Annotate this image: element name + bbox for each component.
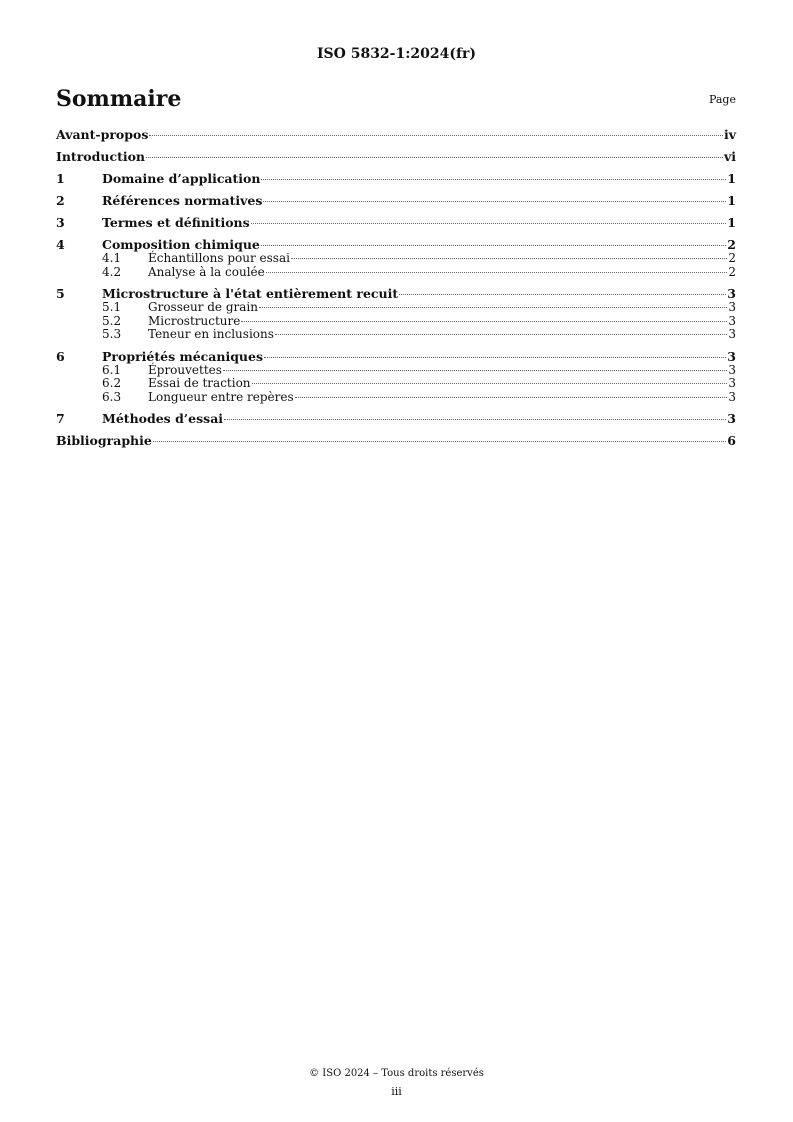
page-number: iii (391, 1085, 402, 1098)
toc-entry-label: Microstructure à l'état entièrement recuit (102, 286, 399, 301)
dot-leader (259, 306, 727, 308)
toc-entry-page: 6 (727, 433, 736, 448)
dot-leader (291, 257, 727, 259)
toc-subentry[interactable] (56, 391, 736, 405)
toc-entry-number: 7 (56, 411, 65, 426)
toc-entry-number: 6.1 (102, 362, 122, 377)
dot-leader (224, 418, 726, 420)
toc-title: Sommaire (56, 86, 182, 112)
toc-entry[interactable] (56, 172, 736, 186)
dot-leader (261, 178, 726, 180)
dot-leader (261, 244, 726, 246)
toc-entry-page: iv (723, 127, 736, 142)
toc-entry-page: 2 (728, 264, 736, 279)
toc-entry-page: 3 (728, 300, 736, 314)
toc-entry-number: 4.1 (102, 251, 122, 265)
toc-subentry[interactable] (56, 301, 736, 315)
toc-entry-number: 6.2 (102, 376, 122, 390)
dot-leader (266, 271, 728, 273)
toc-entry-number: 5 (56, 286, 65, 301)
toc-entry-label: Introduction (56, 149, 146, 164)
toc-entry-label: Bibliographie (56, 433, 152, 448)
toc-entry-label: Termes et définitions (102, 215, 250, 230)
toc-subentry[interactable] (56, 315, 736, 329)
toc-entry-page: 1 (727, 171, 736, 186)
toc-entry-label: Microstructure (148, 313, 241, 328)
toc-entry-label: Essai de traction (148, 376, 251, 390)
toc-entry-number: 2 (56, 193, 65, 208)
dot-leader (251, 222, 727, 224)
dot-leader (149, 134, 723, 136)
toc-entry-page: 1 (727, 215, 736, 230)
toc-entry[interactable] (56, 412, 736, 426)
table-of-contents (56, 128, 736, 448)
toc-entry-label: Analyse à la coulée (148, 264, 265, 279)
toc-entry-label: Avant-propos (56, 127, 149, 142)
dot-leader (399, 293, 726, 295)
toc-entry[interactable] (56, 216, 736, 230)
toc-entry[interactable] (56, 287, 736, 301)
toc-entry-page: 3 (728, 376, 736, 390)
dot-leader (153, 440, 726, 442)
dot-leader (241, 320, 727, 322)
dot-leader (252, 382, 728, 384)
toc-entry[interactable] (56, 350, 736, 364)
toc-entry-number: 6 (56, 348, 65, 364)
toc-entry-number: 5.3 (102, 327, 122, 341)
dot-leader (263, 200, 726, 202)
toc-entry-number: 4.2 (102, 264, 122, 279)
toc-entry[interactable] (56, 194, 736, 208)
toc-subentry[interactable] (56, 364, 736, 378)
dot-leader (223, 369, 727, 371)
toc-entry-page: 3 (727, 348, 736, 364)
toc-subentry[interactable] (56, 328, 736, 342)
toc-entry-number: 3 (56, 215, 65, 230)
dot-leader (275, 333, 727, 335)
toc-entry[interactable] (56, 150, 736, 164)
toc-entry-page: 3 (728, 313, 736, 328)
toc-entry-page: 2 (728, 251, 736, 265)
toc-entry-number: 1 (56, 171, 65, 186)
copyright-notice: © ISO 2024 – Tous droits réservés (309, 1068, 484, 1079)
toc-entry-label: Composition chimique (102, 237, 260, 252)
toc-entry-page: 3 (727, 411, 736, 426)
dot-leader (146, 156, 723, 158)
toc-entry[interactable] (56, 128, 736, 142)
toc-subentry[interactable] (56, 266, 736, 280)
toc-entry-label: Échantillons pour essai (148, 251, 290, 265)
toc-entry[interactable] (56, 434, 736, 448)
toc-entry-page: 3 (727, 286, 736, 301)
toc-entry-page: 2 (727, 237, 736, 252)
toc-entry-label: Longueur entre repères (148, 389, 294, 404)
toc-subentry[interactable] (56, 252, 736, 266)
toc-entry-label: Domaine d’application (102, 171, 261, 186)
document-id: ISO 5832-1:2024(fr) (316, 46, 477, 62)
toc-entry-page: 3 (728, 389, 736, 404)
toc-entry-page: 1 (727, 193, 736, 208)
toc-entry-number: 5.1 (102, 300, 122, 314)
toc-entry-page: 3 (728, 362, 736, 377)
toc-entry-label: Éprouvettes (148, 362, 222, 377)
toc-entry-number: 6.3 (102, 389, 122, 404)
dot-leader (295, 396, 728, 398)
page-column-label: Page (708, 93, 736, 106)
toc-entry-label: Teneur en inclusions (148, 327, 274, 341)
toc-subentry[interactable] (56, 377, 736, 391)
toc-entry-label: Grosseur de grain (148, 300, 258, 314)
toc-entry-number: 4 (56, 237, 65, 252)
toc-entry-label: Méthodes d’essai (102, 411, 224, 426)
toc-entry-label: Propriétés mécaniques (102, 348, 264, 364)
toc-entry-number: 5.2 (102, 313, 122, 328)
toc-entry-page: vi (723, 149, 736, 164)
toc-entry[interactable] (56, 238, 736, 252)
toc-entry-label: Références normatives (102, 193, 263, 208)
toc-entry-page: 3 (728, 327, 736, 341)
dot-leader (264, 356, 726, 358)
